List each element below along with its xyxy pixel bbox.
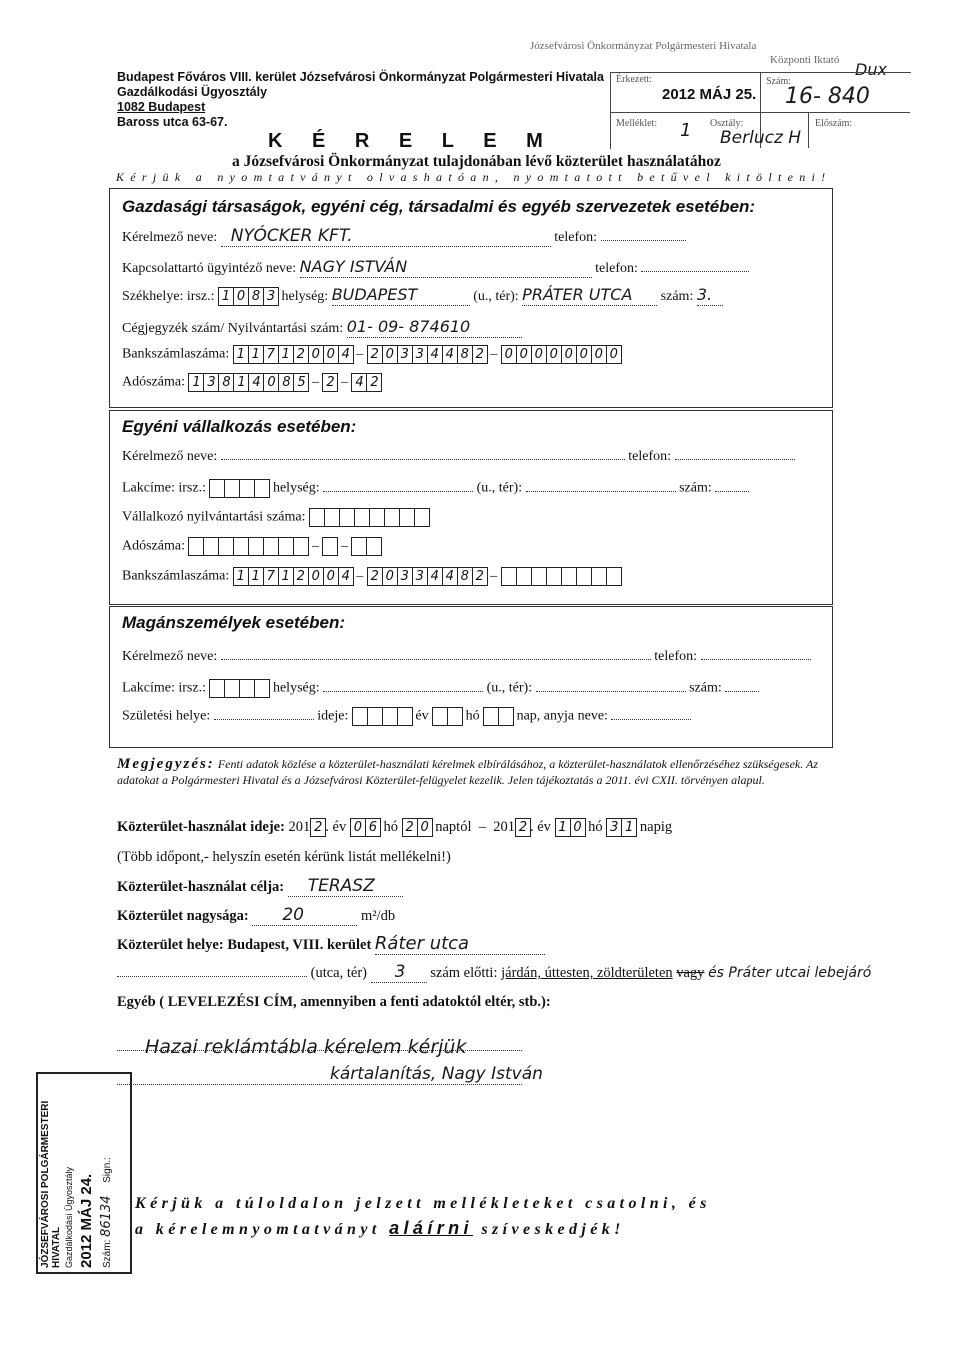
side-stamp [36,1072,132,1274]
tax-digit[interactable] [351,537,367,556]
zip-digit[interactable] [239,479,255,498]
other-label-row [117,994,551,1011]
bank-digit[interactable]: 8 [457,345,473,364]
reg-label: Vállalkozó nyilvántartási száma: [122,509,306,525]
company-tax-row: Adószáma: 1 3 8 1 4 0 8 5 – 2 – 4 2 [122,373,381,392]
from-year-box[interactable] [310,818,325,837]
number-field[interactable] [725,691,759,692]
tax-digit[interactable] [322,537,338,556]
tax-digit[interactable] [366,537,382,556]
bank-digit[interactable]: 8 [457,567,473,586]
bank-group-2[interactable] [367,345,487,364]
applicant-label: Kérelmező neve: [122,649,218,664]
tax-digit[interactable]: 1 [188,373,204,392]
individual-tax-row: Adószáma: – – [122,537,381,556]
bank-digit[interactable]: 0 [546,345,562,364]
bank-digit[interactable]: 1 [233,345,249,364]
tax-digit[interactable]: 2 [322,373,338,392]
bank-digit[interactable]: 2 [293,567,309,586]
bank-label: Bankszámlaszáma: [122,346,230,362]
company-bank-row: Bankszámlaszáma: 1 1 7 1 2 0 0 4 – 2 0 3 3 4 4 8 2 – 0 0 0 0 0 0 0 0 [122,345,621,364]
zip-digit[interactable] [224,679,240,698]
number-field[interactable] [697,285,723,306]
individual-reg-row [122,508,429,527]
month-word: hó [588,818,603,835]
tax-digit[interactable] [248,537,264,556]
header-organization [117,70,604,130]
day-label: nap, anyja neve: [516,708,608,724]
stamp-number-label: Szám: [766,76,791,87]
day-digit[interactable] [483,707,499,726]
private-applicant-row [122,649,811,665]
tax-digit[interactable] [278,537,294,556]
stamp-attachment-label: Melléklet: [616,118,658,129]
day-digit[interactable]: 3 [606,818,622,837]
street-label: (u., tér): [473,289,519,304]
footer-text-a: a kérelemnyomtatványt [135,1221,381,1238]
bank-digit[interactable] [516,567,532,586]
bank-digit[interactable]: 4 [442,345,458,364]
purpose-label: Közterület-használat célja: [117,879,285,895]
applicant-label: Kérelmező neve: [122,449,218,464]
bank-digit[interactable]: 4 [427,567,443,586]
contact-field[interactable] [300,257,592,278]
regno-label: Cégjegyzék szám/ Nyilvántartási szám: [122,321,344,336]
bank-digit[interactable]: 1 [248,345,264,364]
other-value-2: kártalanítás, Nagy István [330,1064,543,1084]
street-field[interactable] [536,691,686,692]
location-options[interactable]: járdán, úttesten, zöldterületen [501,965,673,981]
reg-digit[interactable] [309,508,325,527]
to-prefix: 201 [493,818,515,835]
private-section [109,606,833,748]
day-digit[interactable]: 2 [402,818,418,837]
tax-digit[interactable]: 8 [278,373,294,392]
footer-line-1: Kérjük a túloldalon jelzett mellékleteket csatolni, és [135,1195,711,1212]
bank-digit[interactable]: 0 [516,345,532,364]
day-digit[interactable] [498,707,514,726]
bank-digit[interactable]: 2 [367,345,383,364]
seat-zip-boxes[interactable] [218,287,278,306]
tax-group-3[interactable] [351,373,381,392]
bank-digit[interactable]: 4 [338,345,354,364]
company-heading: Gazdasági társaságok, egyéni cég, társadalmi és egyéb szervezetek esetében: [122,197,756,216]
org-street: Baross utca 63-67. [117,115,228,129]
bank-group-3[interactable] [501,345,621,364]
usage-period-row: Közterület-használat ideje: 201 2 . év 0 6 hó 2 0 naptól – 201 2 . év 1 0 hó 3 1 napig [117,818,673,835]
from-month-boxes[interactable] [350,818,380,837]
city-field[interactable] [323,691,483,692]
bank-digit[interactable]: 4 [338,567,354,586]
stamp-prior-label: Előszám: [815,118,853,129]
side-stamp-num-label: Szám: [102,1239,113,1268]
bank-digit[interactable]: 0 [606,345,622,364]
org-department: Gazdálkodási Ügyosztály [117,85,268,99]
bank-digit[interactable] [561,567,577,586]
bank-group-1[interactable] [233,345,353,364]
size-value: 20 [282,905,304,925]
tax-digit[interactable]: 8 [218,373,234,392]
reg-digit[interactable] [384,508,400,527]
bank-digit[interactable]: 2 [472,567,488,586]
company-regno-row [122,317,522,338]
street-label: (u., tér): [476,480,523,496]
year-word: év [537,818,551,835]
tax-label: Adószáma: [122,374,185,390]
month-digit[interactable] [447,707,463,726]
street-field[interactable] [117,976,307,977]
to-month-boxes[interactable] [555,818,585,837]
tax-boxes[interactable] [351,537,381,556]
bank-digit[interactable]: 4 [427,345,443,364]
bank-group-3[interactable] [501,567,621,586]
zip-digit[interactable] [254,479,270,498]
reg-boxes[interactable] [309,508,429,527]
bank-digit[interactable]: 0 [323,567,339,586]
phone-label: telefon: [654,649,697,664]
month-word: hó [383,818,398,835]
bank-digit[interactable] [591,567,607,586]
bank-digit[interactable]: 0 [561,345,577,364]
reg-digit[interactable] [354,508,370,527]
note-block [117,756,832,788]
bank-digit[interactable]: 2 [367,567,383,586]
place-extra: és Práter utcai lebejáró [708,965,872,981]
bank-digit[interactable]: 1 [248,567,264,586]
place-row [117,933,545,955]
from-suffix: naptól [435,818,472,835]
other-value-1: Hazai reklámtábla kérelem kérjük [145,1036,467,1058]
form-subtitle: a Józsefvárosi Önkormányzat tulajdonában lévő közterület használatához [232,153,721,170]
side-stamp-date: 2012 MÁJ 24. [78,1173,95,1268]
private-birth-row [122,707,691,726]
stamp-top-line: Józsefvárosi Önkormányzat Polgármesteri Hivatala [530,40,757,52]
phone-label: telefon: [554,230,597,245]
bank-digit[interactable]: 1 [233,567,249,586]
city-field[interactable] [332,285,470,306]
street-field[interactable] [526,491,676,492]
bank-group-1[interactable] [233,567,353,586]
applicant-label: Kérelmező neve: [122,230,218,245]
to-suffix: napig [639,818,673,835]
applicant-field[interactable] [221,226,551,247]
zip-digit[interactable] [239,679,255,698]
number-value: 3 [394,962,406,982]
contact-phone-label: telefon: [595,261,638,276]
to-day-boxes[interactable] [606,818,636,837]
number-value: 3. [696,285,713,304]
bank-digit[interactable]: 0 [591,345,607,364]
tax-boxes[interactable] [322,537,337,556]
tax-boxes[interactable] [188,537,308,556]
bank-digit[interactable]: 0 [382,567,398,586]
street-label: (utca, tér) [310,965,367,981]
contact-value: NAGY ISTVÁN [299,257,408,276]
tax-digit[interactable]: 3 [203,373,219,392]
bank-digit[interactable]: 2 [293,345,309,364]
contact-phone-field[interactable] [641,271,749,272]
individual-address-row [122,479,749,498]
side-stamp-line2: Gazdálkodási Ügyosztály [64,1166,74,1268]
bank-digit[interactable]: 1 [278,345,294,364]
stamp-sub-line: Központi Iktató [770,54,840,66]
side-stamp-sign-label: Sign.: [102,1157,113,1183]
purpose-value: TERASZ [307,876,375,896]
year-digit[interactable]: 2 [310,818,326,837]
reg-digit[interactable] [339,508,355,527]
reg-digit[interactable] [369,508,385,527]
zip-digit[interactable] [224,479,240,498]
stamp-number-value: 16- 840 [785,84,870,109]
city-label: helység: [272,680,320,696]
bank-digit[interactable] [546,567,562,586]
reg-digit[interactable] [324,508,340,527]
regno-field[interactable] [347,317,522,338]
tax-digit[interactable] [263,537,279,556]
year-word: év [332,818,347,835]
city-label: helység: [272,480,320,496]
applicant-field[interactable] [221,459,625,460]
form-title: K É R E L E M [268,130,555,152]
tax-digit[interactable] [218,537,234,556]
place-label: Közterület helye: Budapest, VIII. kerület [117,937,372,953]
tax-digit[interactable] [233,537,249,556]
multi-note: (Több időpont,- helyszín esetén kérünk listát mellékelni!) [117,849,451,865]
day-digit[interactable]: 0 [417,818,433,837]
phone-label: telefon: [628,449,671,464]
tax-digit[interactable] [203,537,219,556]
bank-digit[interactable]: 2 [472,345,488,364]
mother-name-field[interactable] [611,719,691,720]
stamp-corner-hand: Dux [855,60,887,79]
period-label: Közterület-használat ideje: [117,818,285,835]
size-field[interactable] [252,905,357,926]
bank-digit[interactable] [606,567,622,586]
year-digit[interactable] [367,707,383,726]
month-digit[interactable]: 6 [365,818,381,837]
zip-digit[interactable] [209,479,225,498]
zip-digit[interactable] [254,679,270,698]
purpose-row [117,876,403,897]
zip-digit[interactable]: 3 [263,287,279,306]
private-address-row [122,679,759,698]
individual-section [109,410,833,605]
phone-field[interactable] [601,240,686,241]
birth-label: Születési helye: [122,708,211,724]
to-year-box[interactable] [515,818,530,837]
number-field[interactable] [715,491,749,492]
day-digit[interactable]: 1 [621,818,637,837]
side-stamp-line1: JÓZSEFVÁROSI POLGÁRMESTERI HIVATAL [40,1100,62,1268]
birth-year-boxes[interactable] [352,707,412,726]
tax-digit[interactable] [188,537,204,556]
month-digit[interactable]: 0 [350,818,366,837]
bank-digit[interactable]: 3 [412,567,428,586]
company-seat-row [122,285,723,306]
incoming-stamp [530,40,910,150]
date-label: ideje: [317,708,349,724]
bank-digit[interactable]: 7 [263,345,279,364]
seat-label: Székhelye: irsz.: [122,289,215,304]
bank-label: Bankszámlaszáma: [122,568,230,584]
bank-group-2[interactable] [367,567,487,586]
zip-digit[interactable] [209,679,225,698]
city-label: helység: [281,289,329,304]
bank-digit[interactable]: 1 [278,567,294,586]
size-unit: m²/db [360,908,396,924]
reg-digit[interactable] [414,508,430,527]
individual-heading: Egyéni vállalkozás esetében: [122,417,357,436]
purpose-field[interactable] [288,876,403,897]
number-label: szám: [679,480,712,496]
applicant-field[interactable] [221,659,651,660]
place-field[interactable] [375,933,545,955]
bank-digit[interactable] [501,567,517,586]
individual-bank-row: Bankszámlaszáma: 1 1 7 1 2 0 0 4 – 2 0 3 3 4 4 8 2 – [122,567,621,586]
footer-sign-word: aláírni [389,1218,473,1238]
bank-digit[interactable]: 3 [412,345,428,364]
street-value: PRÁTER UTCA [522,285,633,304]
or-word: vagy [676,965,705,981]
contact-label: Kapcsolattartó ügyintéző neve: [122,261,297,276]
zip-digit[interactable]: 8 [248,287,264,306]
tax-digit[interactable]: 4 [351,373,367,392]
bank-digit[interactable]: 0 [308,567,324,586]
tax-digit[interactable]: 4 [248,373,264,392]
birthplace-field[interactable] [214,719,314,720]
tax-digit[interactable]: 5 [293,373,309,392]
month-digit[interactable] [432,707,448,726]
bank-digit[interactable] [531,567,547,586]
footer-line-2 [135,1218,625,1239]
street-label: (u., tér): [486,680,533,696]
birth-month-boxes[interactable] [432,707,462,726]
before-label: szám előtti: [430,965,498,981]
bank-digit[interactable]: 0 [308,345,324,364]
stamp-attachment-value: 1 [680,120,692,141]
bank-digit[interactable]: 3 [397,345,413,364]
size-row [117,905,395,926]
stamp-department-value: Berlucz H [720,128,802,148]
phone-field[interactable] [675,459,795,460]
zip-boxes[interactable] [209,679,269,698]
note-label: Megjegyzés: [117,756,215,772]
side-stamp-num-value: 86134 [99,1195,114,1237]
address-label: Lakcíme: irsz.: [122,680,206,696]
number-field[interactable] [371,962,427,983]
regno-value: 01- 09- 874610 [346,317,471,336]
company-contact-row [122,257,749,278]
year-label: év [415,708,429,724]
applicant-value: NYÓCKER KFT. [230,226,353,246]
tax-digit[interactable] [293,537,309,556]
tax-label: Adószáma: [122,538,185,554]
form-instruction: Kérjük a nyomtatványt olvashatóan, nyomtatott betűvel kitölteni! [116,170,832,184]
place-value: Ráter utca [374,933,470,954]
year-digit[interactable] [382,707,398,726]
org-name: Budapest Főváros VIII. kerület Józsefvárosi Önkormányzat Polgármesteri Hivatala [117,70,604,84]
tax-group-2[interactable] [322,373,337,392]
year-digit[interactable] [397,707,413,726]
tax-digit[interactable]: 1 [233,373,249,392]
month-label: hó [465,708,480,724]
bank-digit[interactable]: 4 [442,567,458,586]
tax-group-1[interactable] [188,373,308,392]
from-day-boxes[interactable] [402,818,432,837]
street-field[interactable] [522,285,657,306]
phone-field[interactable] [701,659,811,660]
month-digit[interactable]: 1 [555,818,571,837]
company-section [109,188,833,408]
bank-digit[interactable]: 0 [323,345,339,364]
bank-digit[interactable]: 3 [397,567,413,586]
tax-digit[interactable]: 2 [366,373,382,392]
size-label: Közterület nagysága: [117,908,249,924]
stamp-received-date: 2012 MÁJ 25. [662,86,757,103]
stamp-received-label: Érkezett: [616,74,653,85]
bank-digit[interactable]: 7 [263,567,279,586]
city-value: BUDAPEST [331,285,418,304]
bank-digit[interactable]: 0 [501,345,517,364]
birth-day-boxes[interactable] [483,707,513,726]
from-prefix: 201 [288,818,311,835]
place-detail-row [117,962,871,983]
city-field[interactable] [323,491,473,492]
year-digit[interactable] [352,707,368,726]
org-zip-city: 1082 Budapest [117,100,206,114]
number-label: szám: [660,289,694,304]
note-text: Fenti adatok közlése a közterület-használati kérelmek elbírálásához, a közterület-használatok ellenőrzéséhez szükségesek. Az adatokat a Polgármesteri Hivatal és a Józsefvárosi Közterület-felügyelet kezelik. Jelen tájékoztatás a 2011. évi CXII. törvényen alapul. [117,757,819,787]
other-label: Egyéb ( LEVELEZÉSI CÍM, amennyiben a fenti adatoktól eltér, stb.): [117,994,551,1010]
private-heading: Magánszemélyek esetében: [122,613,345,632]
year-digit[interactable]: 2 [515,818,531,837]
address-label: Lakcíme: irsz.: [122,480,206,496]
tax-digit[interactable]: 0 [263,373,279,392]
bank-digit[interactable]: 0 [531,345,547,364]
number-label: szám: [689,680,722,696]
bank-digit[interactable] [576,567,592,586]
zip-boxes[interactable] [209,479,269,498]
company-applicant-row [122,226,686,247]
month-digit[interactable]: 0 [570,818,586,837]
side-stamp-text [38,1074,130,1272]
zip-digit[interactable]: 0 [233,287,249,306]
zip-digit[interactable]: 1 [218,287,234,306]
reg-digit[interactable] [399,508,415,527]
individual-applicant-row [122,449,795,465]
stamp-department-label: Osztály: [710,118,744,129]
bank-digit[interactable]: 0 [576,345,592,364]
footer-text-c: szíveskedjék! [481,1221,625,1238]
bank-digit[interactable]: 0 [382,345,398,364]
